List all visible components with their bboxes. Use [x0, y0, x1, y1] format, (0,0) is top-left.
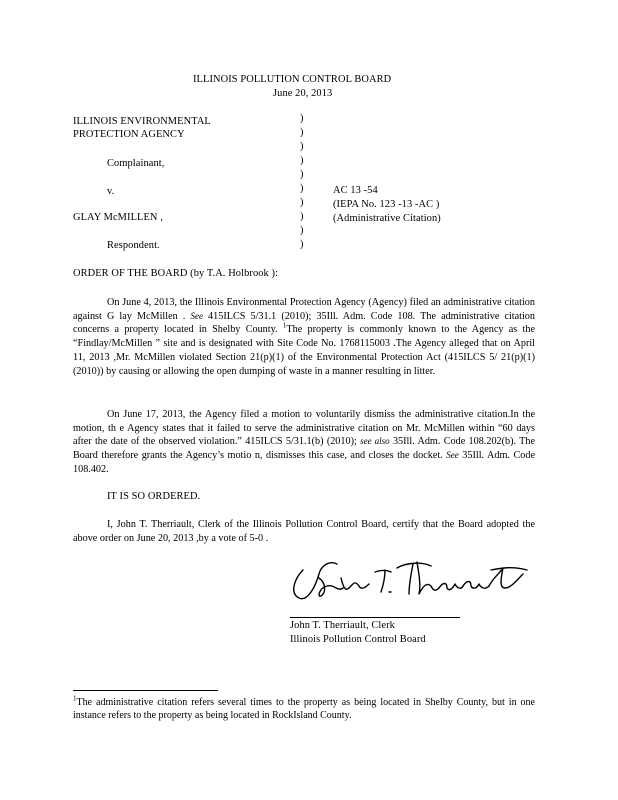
paren: ) [300, 197, 304, 208]
clerk-certification: I, John T. Therriault, Clerk of the Illinois Pollution Control Board, certify that the Board adopted the above order on June 20, 2013 ,by a vote of 5-0 . [73, 519, 535, 544]
footnote-mark: 1 [73, 694, 77, 703]
caption-parentheses [300, 112, 303, 252]
complainant-name-line2: PROTECTION AGENCY [73, 129, 185, 140]
case-type: (Administrative Citation) [333, 213, 441, 224]
order-heading: ORDER OF THE BOARD (by T.A. Holbrook ): [73, 268, 279, 279]
paren: ) [300, 155, 304, 166]
paren: ) [300, 141, 304, 152]
paren: ) [300, 183, 304, 194]
clerk-signature-image [285, 548, 535, 608]
order-date: June 20, 2013 [273, 88, 333, 99]
respondent-role: Respondent. [107, 240, 160, 251]
paragraph-filing: On June 4, 2013, the Illinois Environmental Protection Agency (Agency) filed an administrative citation against G lay McMillen . See 415ILCS 5/31.1 (2010); 35Ill. Adm. Code 108. The administrative citation concerns a property located in Shelby County. $^1$The property is commonly known to the Agency as the “Findlay/McMillen ” site and is designated with Site Code No. 1768115003 .The Agency alleged that on April 11, 2013 ,Mr. McMillen violated Section 21(p)(1) of the Environmental Protection Act (415ILCS 5/ 21(p)(1) (2010)) by causing or allowing the open dumping of waste in a manner resulting in litter. [73, 297, 535, 377]
paren: ) [300, 113, 304, 124]
clerk-title: Illinois Pollution Control Board [290, 634, 426, 645]
signature-line [290, 617, 460, 618]
complainant-name-line1: ILLINOIS ENVIRONMENTAL [73, 116, 211, 127]
footnote-divider [73, 690, 218, 691]
paren: ) [300, 169, 304, 180]
clerk-name: John T. Therriault, Clerk [290, 620, 395, 631]
iepa-number: (IEPA No. 123 -13 -AC ) [333, 199, 440, 210]
versus: v. [107, 186, 115, 197]
paren: ) [300, 127, 304, 138]
paren: ) [300, 225, 304, 236]
so-ordered: IT IS SO ORDERED. [107, 491, 201, 502]
paren: ) [300, 239, 304, 250]
footnote-reference: 1 [282, 322, 287, 331]
complainant-role: Complainant, [107, 158, 165, 169]
paragraph-motion: On June 17, 2013, the Agency filed a motion to voluntarily dismiss the administrative citation.In the motion, th e Agency states that it failed to serve the administrative citation on Mr. McMillen within “60 days after the date of the observed violation.” 415ILCS 5/31.1(b) (2010); see also 35Ill. Adm. Code 108.202(b). The Board therefore grants the Agency’s motio n, dismisses this case, and closes the docket. See 35Ill. Adm. Code 108.402. [73, 409, 536, 475]
paren: ) [300, 211, 304, 222]
case-number: AC 13 -54 [333, 185, 378, 196]
footnote: $^1$The administrative citation refers several times to the property as being located in Shelby County, but in one instance refers to the property as being located in RockIsland County. [73, 694, 535, 721]
board-title: ILLINOIS POLLUTION CONTROL BOARD [193, 74, 392, 85]
respondent-name: GLAY McMILLEN , [73, 212, 163, 223]
